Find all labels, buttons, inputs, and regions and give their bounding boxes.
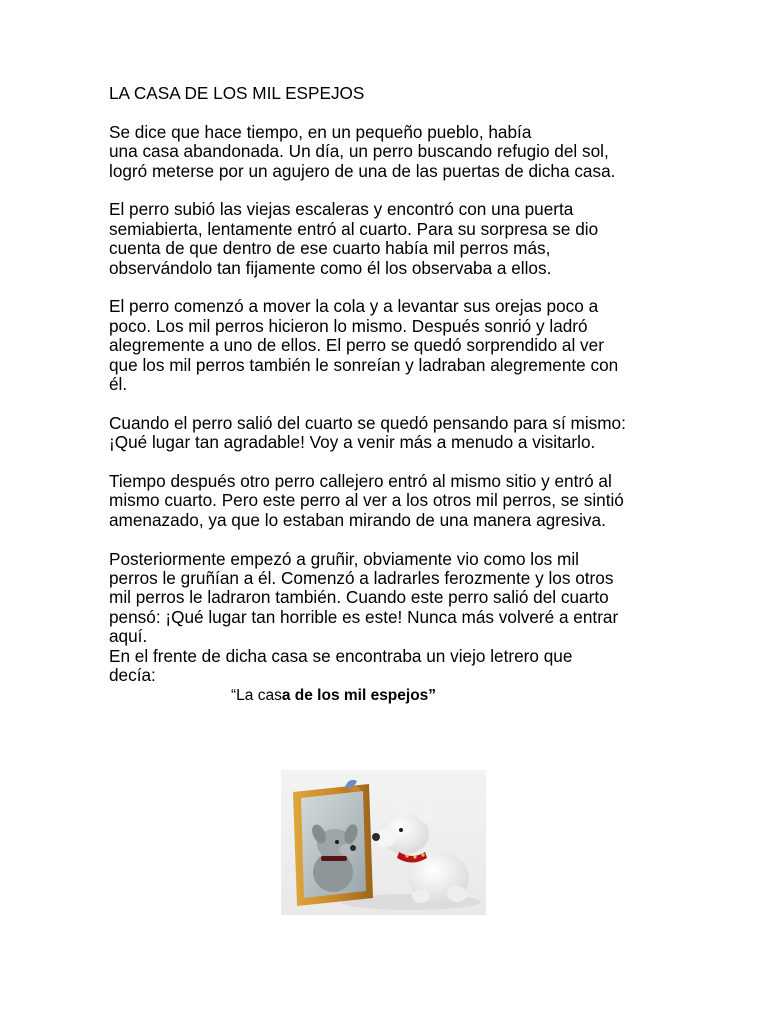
text-line: que los mil perros también le sonreían y ladraban alegremente con bbox=[109, 354, 619, 375]
dog-mirror-icon bbox=[281, 770, 486, 915]
text-line: El perro comenzó a mover la cola y a levantar sus orejas poco a bbox=[109, 296, 599, 317]
sign-text-prefix: “La cas bbox=[231, 686, 282, 704]
text-line: cuenta de que dentro de ese cuarto había mil perros más, bbox=[109, 238, 551, 259]
sign-text bbox=[231, 686, 669, 705]
paragraph-4 bbox=[109, 414, 669, 453]
text-line: decía: bbox=[109, 665, 156, 686]
text-line: él. bbox=[109, 374, 128, 395]
text-line: Se dice que hace tiempo, en un pequeño pueblo, había bbox=[109, 121, 532, 142]
paragraph-6 bbox=[109, 550, 669, 647]
text-line: Tiempo después otro perro callejero entró al mismo sitio y entró al bbox=[109, 471, 612, 492]
paragraph-1 bbox=[109, 123, 669, 181]
text-line: ¡Qué lugar tan agradable! Voy a venir más a menudo a visitarlo. bbox=[109, 432, 596, 453]
text-line: En el frente de dicha casa se encontraba un viejo letrero que bbox=[109, 645, 573, 666]
text-line: aquí. bbox=[109, 626, 148, 647]
text-line: Cuando el perro salió del cuarto se quedó pensando para sí mismo: bbox=[109, 412, 626, 433]
text-line: una casa abandonada. Un día, un perro buscando refugio del sol, bbox=[109, 141, 609, 162]
text-line: amenazado, ya que lo estaban mirando de una manera agresiva. bbox=[109, 509, 606, 530]
paragraph-2 bbox=[109, 200, 669, 278]
text-line: semiabierta, lentamente entró al cuarto. Para su sorpresa se dio bbox=[109, 218, 599, 239]
paragraph-3 bbox=[109, 297, 669, 394]
text-line: alegremente a uno de ellos. El perro se quedó sorprendido al ver bbox=[109, 335, 604, 356]
text-line: observándolo tan fijamente como él los observaba a ellos. bbox=[109, 257, 552, 278]
story-title: LA CASA DE LOS MIL ESPEJOS bbox=[109, 83, 365, 103]
text-line: mismo cuarto. Pero este perro al ver a los otros mil perros, se sintió bbox=[109, 490, 624, 511]
text-line: perros le gruñían a él. Comenzó a ladrarles ferozmente y los otros bbox=[109, 568, 614, 589]
text-line: pensó: ¡Qué lugar tan horrible es este! Nunca más volveré a entrar bbox=[109, 606, 619, 627]
story-text bbox=[109, 84, 669, 705]
text-line: El perro subió las viejas escaleras y encontró con una puerta bbox=[109, 199, 574, 220]
paragraph-5 bbox=[109, 472, 669, 530]
text-line: mil perros le ladraron también. Cuando este perro salió del cuarto bbox=[109, 587, 609, 608]
text-line: logró meterse por un agujero de una de las puertas de dicha casa. bbox=[109, 160, 616, 181]
text-line: poco. Los mil perros hicieron lo mismo. Después sonrió y ladró bbox=[109, 315, 588, 336]
text-line: Posteriormente empezó a gruñir, obviamente vio como los mil bbox=[109, 548, 580, 569]
paragraph-7 bbox=[109, 647, 669, 686]
sign-text-bold: a de los mil espejos” bbox=[281, 686, 437, 704]
